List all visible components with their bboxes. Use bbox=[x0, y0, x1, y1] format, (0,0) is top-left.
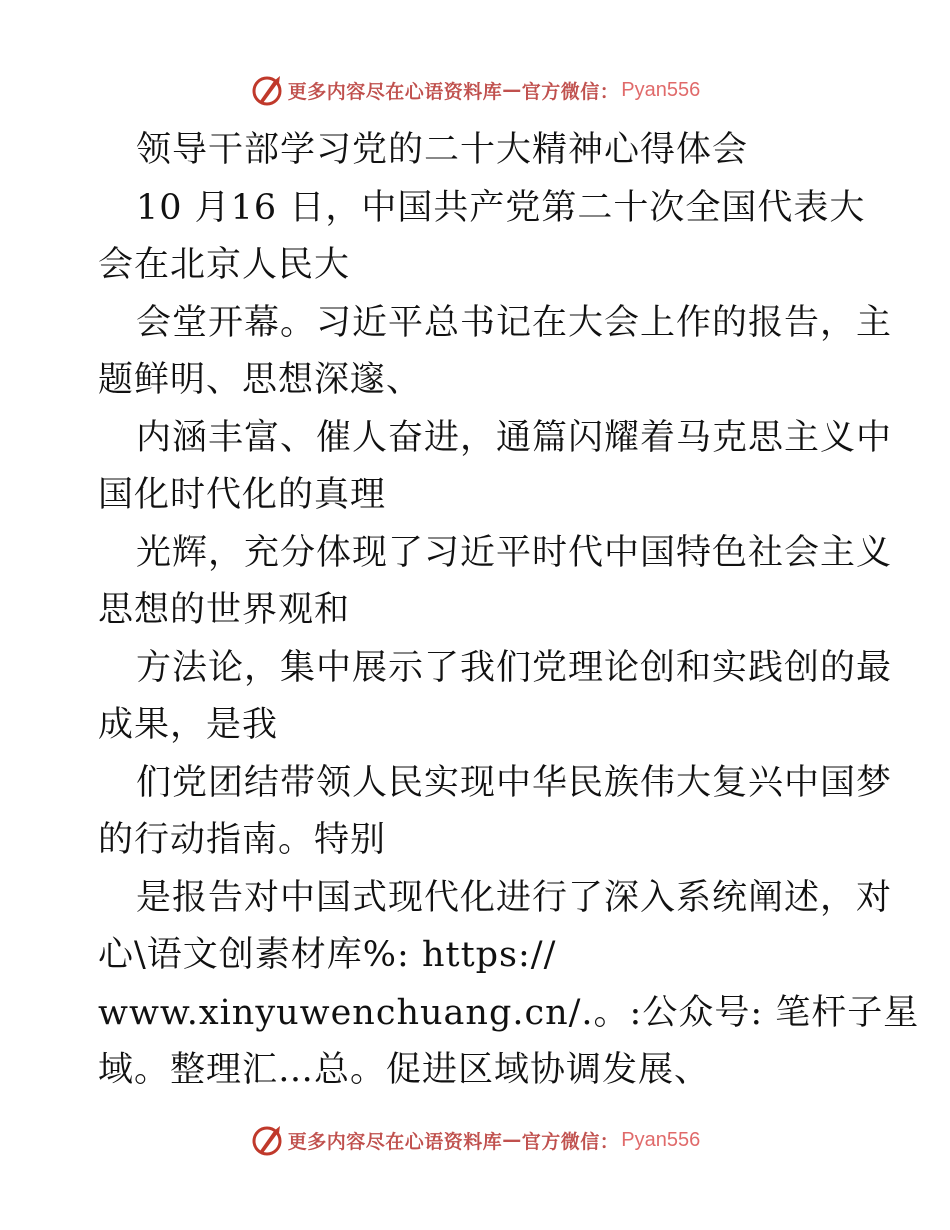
quill-logo-icon bbox=[250, 73, 284, 107]
document-title: 领导干部学习党的二十大精神心得体会 bbox=[136, 130, 749, 170]
text-line: 题鲜明、思想深邃、 bbox=[98, 360, 423, 400]
banner-separator: — bbox=[502, 1129, 522, 1151]
text-line: 国化时代化的真理 bbox=[98, 475, 387, 515]
banner-text: 更多内容尽在心语资料库 bbox=[287, 80, 503, 103]
text-line: 的行动指南。特别 bbox=[98, 820, 387, 860]
text-line: 心\语文创素材库%: https:// bbox=[98, 935, 557, 975]
header-watermark-banner bbox=[0, 70, 950, 110]
text-line: 光辉，充分体现了习近平时代中国特色社会主义 bbox=[136, 532, 893, 573]
text-line: 是报告对中国式现代化进行了深入系统阐述，对 bbox=[136, 877, 893, 918]
quill-logo-icon bbox=[250, 1123, 284, 1157]
text-line: 会堂开幕。习近平总书记在大会上作的报告，主 bbox=[136, 302, 893, 343]
banner-wechat-id: Pyan556 bbox=[621, 78, 701, 101]
text-line: 思想的世界观和 bbox=[98, 590, 351, 630]
text-line: 方法论，集中展示了我们党理论创和实践创的最 bbox=[136, 647, 893, 688]
banner-separator: — bbox=[502, 79, 522, 101]
text-line: 内涵丰富、催人奋进，通篇闪耀着马克思主义中 bbox=[136, 417, 893, 458]
footer-watermark-banner bbox=[0, 1120, 950, 1160]
banner-suffix: 官方微信： bbox=[521, 1130, 620, 1153]
text-line: 10 月16 日，中国共产党第二十次全国代表大 bbox=[136, 187, 866, 228]
text-line: 们党团结带领人民实现中华民族伟大复兴中国梦 bbox=[136, 762, 893, 803]
text-line: 成果，是我 bbox=[98, 705, 279, 745]
banner-text: 更多内容尽在心语资料库 bbox=[287, 1130, 503, 1153]
text-line: 会在北京人民大 bbox=[98, 245, 351, 285]
text-line: 域。整理汇…总。促进区域协调发展、 bbox=[98, 1050, 711, 1090]
text-line: www.xinyuwenchuang.cn/.。:公众号: 笔杆子星 bbox=[98, 992, 920, 1033]
banner-wechat-id: Pyan556 bbox=[621, 1128, 701, 1151]
document-body bbox=[98, 122, 920, 1100]
banner-suffix: 官方微信： bbox=[521, 80, 620, 103]
